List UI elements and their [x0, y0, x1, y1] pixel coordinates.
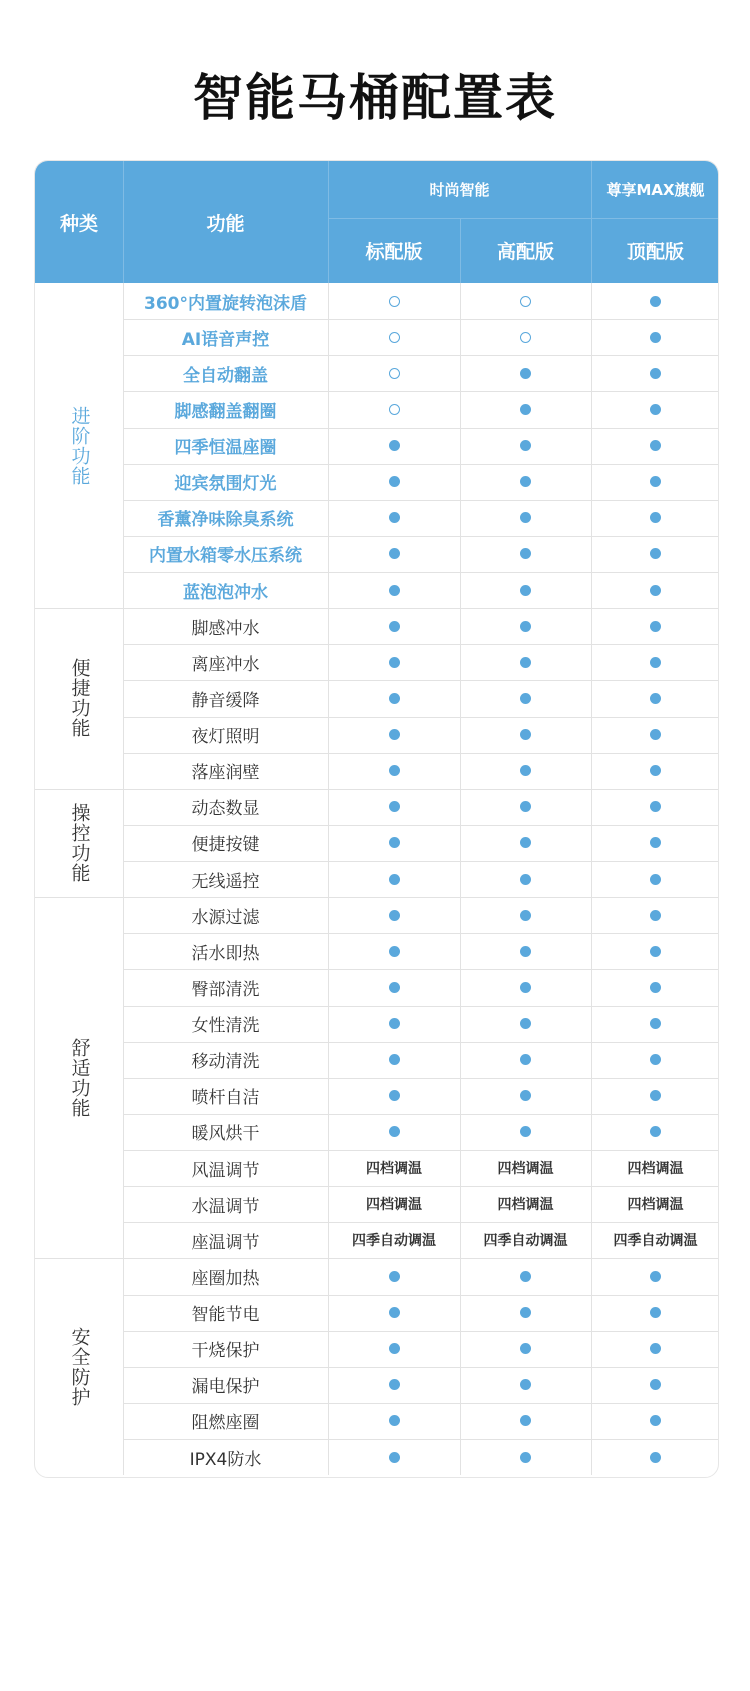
- feature-name: 移动清洗: [191, 1052, 260, 1073]
- table-row: [123, 319, 719, 355]
- feature-cell: [328, 500, 460, 536]
- filled-dot-icon: [520, 1343, 531, 1354]
- table-row: [123, 680, 719, 716]
- filled-dot-icon: [520, 1452, 531, 1463]
- table-row: [123, 644, 719, 680]
- feature-name: 臀部清洗: [191, 979, 260, 1000]
- feature-cell: [460, 1331, 591, 1367]
- filled-dot-icon: [520, 440, 531, 451]
- feature-cell: [328, 1258, 460, 1294]
- filled-dot-icon: [389, 440, 400, 451]
- header-function: 功能: [206, 212, 245, 235]
- filled-dot-icon: [389, 693, 400, 704]
- filled-dot-icon: [650, 585, 661, 596]
- feature-cell: [591, 355, 719, 391]
- feature-cell: [328, 861, 460, 897]
- feature-cell: [591, 1439, 719, 1475]
- feature-cell: [460, 789, 591, 825]
- feature-cell: [591, 1006, 719, 1042]
- feature-cell: [460, 428, 591, 464]
- filled-dot-icon: [650, 1018, 661, 1029]
- feature-cell: [328, 608, 460, 644]
- filled-dot-icon: [389, 476, 400, 487]
- filled-dot-icon: [520, 585, 531, 596]
- feature-cell: [460, 536, 591, 572]
- feature-name: 四季恒温座圈: [174, 438, 277, 458]
- feature-cell: [460, 680, 591, 716]
- filled-dot-icon: [520, 693, 531, 704]
- feature-cell: [328, 1331, 460, 1367]
- filled-dot-icon: [389, 1054, 400, 1065]
- filled-dot-icon: [389, 801, 400, 812]
- feature-cell: [591, 933, 719, 969]
- feature-name: 夜灯照明: [191, 727, 260, 747]
- table-row: [123, 1006, 719, 1042]
- feature-cell: [328, 1403, 460, 1439]
- filled-dot-icon: [650, 1415, 661, 1426]
- feature-cell: [328, 1006, 460, 1042]
- feature-cell: [328, 1114, 460, 1150]
- feature-cell: [328, 319, 460, 355]
- filled-dot-icon: [389, 512, 400, 523]
- filled-dot-icon: [389, 729, 400, 740]
- feature-cell: [591, 969, 719, 1005]
- feature-name: 喷杆自洁: [191, 1088, 260, 1109]
- table-row: [123, 789, 719, 825]
- table-header: [35, 161, 719, 283]
- filled-dot-icon: [389, 765, 400, 776]
- feature-cell: [591, 391, 719, 427]
- feature-cell: [591, 608, 719, 644]
- filled-dot-icon: [520, 1415, 531, 1426]
- filled-dot-icon: [520, 368, 531, 379]
- feature-cell: [328, 536, 460, 572]
- table-row: [123, 608, 719, 644]
- feature-value: 四档调温: [366, 1197, 422, 1214]
- table-row: [123, 428, 719, 464]
- feature-name: 漏电保护: [191, 1377, 260, 1398]
- filled-dot-icon: [650, 512, 661, 523]
- feature-cell: [460, 283, 591, 319]
- feature-cell: [460, 717, 591, 753]
- table-row: [123, 1078, 719, 1114]
- filled-dot-icon: [389, 657, 400, 668]
- filled-dot-icon: [650, 982, 661, 993]
- header-standard: 标配版: [365, 241, 423, 263]
- filled-dot-icon: [650, 1271, 661, 1282]
- header-top: 顶配版: [626, 241, 684, 263]
- filled-dot-icon: [389, 548, 400, 559]
- table-row: [123, 1186, 719, 1222]
- feature-name: 座温调节: [191, 1232, 260, 1253]
- table-row: [123, 969, 719, 1005]
- table-row: [123, 825, 719, 861]
- feature-cell: [591, 536, 719, 572]
- hollow-dot-icon: [389, 332, 400, 343]
- table-row: [123, 753, 719, 789]
- filled-dot-icon: [650, 801, 661, 812]
- table-row: [123, 572, 719, 608]
- feature-cell: [328, 897, 460, 933]
- feature-cell: [460, 1078, 591, 1114]
- feature-cell: [460, 608, 591, 644]
- feature-cell: [460, 933, 591, 969]
- feature-cell: [328, 789, 460, 825]
- feature-name: 阻燃座圈: [191, 1413, 260, 1434]
- filled-dot-icon: [520, 765, 531, 776]
- feature-cell: [460, 897, 591, 933]
- filled-dot-icon: [650, 1343, 661, 1354]
- category-label: 操控功能: [68, 802, 91, 883]
- table-row: [123, 861, 719, 897]
- filled-dot-icon: [650, 621, 661, 632]
- feature-cell: [328, 283, 460, 319]
- filled-dot-icon: [389, 1271, 400, 1282]
- filled-dot-icon: [650, 440, 661, 451]
- header-high: 高配版: [496, 241, 554, 263]
- feature-cell: [460, 500, 591, 536]
- hollow-dot-icon: [520, 296, 531, 307]
- filled-dot-icon: [520, 837, 531, 848]
- feature-name: 离座冲水: [191, 654, 260, 675]
- feature-cell: [328, 464, 460, 500]
- feature-value: 四档调温: [366, 1161, 422, 1177]
- table-row: [123, 1331, 719, 1367]
- filled-dot-icon: [650, 837, 661, 848]
- feature-cell: [328, 572, 460, 608]
- filled-dot-icon: [389, 837, 400, 848]
- feature-cell: [328, 1439, 460, 1475]
- filled-dot-icon: [520, 910, 531, 921]
- feature-cell: [591, 283, 719, 319]
- filled-dot-icon: [650, 332, 661, 343]
- feature-cell: [328, 1367, 460, 1403]
- feature-cell: [460, 861, 591, 897]
- feature-name: 座圈加热: [191, 1268, 260, 1289]
- feature-cell: [591, 1403, 719, 1439]
- filled-dot-icon: [520, 982, 531, 993]
- feature-cell: [591, 1331, 719, 1367]
- table-row: [123, 1439, 719, 1475]
- feature-name: 香薰净味除臭系统: [157, 510, 294, 531]
- table-row: [123, 1295, 719, 1331]
- page-title: 智能马桶配置表: [193, 69, 557, 127]
- filled-dot-icon: [650, 1126, 661, 1137]
- feature-cell: [460, 753, 591, 789]
- filled-dot-icon: [520, 946, 531, 957]
- filled-dot-icon: [520, 1271, 531, 1282]
- feature-name: 便捷按键: [191, 835, 260, 856]
- feature-name: 水温调节: [191, 1196, 260, 1217]
- header-category: 种类: [59, 212, 98, 235]
- table-row: [123, 1222, 719, 1258]
- feature-value: 四档调温: [497, 1161, 554, 1177]
- feature-value: 四档调温: [627, 1161, 684, 1177]
- table-row: [123, 355, 719, 391]
- feature-cell: [591, 861, 719, 897]
- table-row: [123, 1258, 719, 1294]
- filled-dot-icon: [650, 548, 661, 559]
- filled-dot-icon: [520, 801, 531, 812]
- filled-dot-icon: [389, 982, 400, 993]
- feature-name: 落座润壁: [191, 763, 260, 784]
- feature-cell: [460, 572, 591, 608]
- filled-dot-icon: [520, 621, 531, 632]
- hollow-dot-icon: [520, 332, 531, 343]
- filled-dot-icon: [650, 1452, 661, 1463]
- table-row: [123, 1403, 719, 1439]
- feature-cell: [591, 717, 719, 753]
- filled-dot-icon: [520, 1090, 531, 1101]
- feature-name: 智能节电: [191, 1305, 260, 1325]
- filled-dot-icon: [389, 910, 400, 921]
- filled-dot-icon: [650, 946, 661, 957]
- feature-cell: [328, 753, 460, 789]
- filled-dot-icon: [520, 657, 531, 668]
- feature-name: 内置水箱零水压系统: [149, 546, 302, 567]
- filled-dot-icon: [650, 1054, 661, 1065]
- filled-dot-icon: [520, 476, 531, 487]
- filled-dot-icon: [650, 1090, 661, 1101]
- filled-dot-icon: [650, 368, 661, 379]
- feature-value: 四档调温: [627, 1197, 684, 1214]
- hollow-dot-icon: [389, 368, 400, 379]
- feature-cell: [591, 825, 719, 861]
- feature-name: 360°内置旋转泡沫盾: [144, 293, 307, 314]
- feature-cell: [328, 644, 460, 680]
- feature-cell: [328, 825, 460, 861]
- feature-name: 全自动翻盖: [183, 365, 268, 386]
- category-label: 便捷功能: [68, 658, 91, 739]
- table-row: [123, 933, 719, 969]
- feature-cell: [591, 1042, 719, 1078]
- filled-dot-icon: [389, 1415, 400, 1426]
- feature-name: 暖风烘干: [191, 1124, 260, 1145]
- table-row: [123, 1114, 719, 1150]
- filled-dot-icon: [650, 729, 661, 740]
- filled-dot-icon: [650, 693, 661, 704]
- filled-dot-icon: [520, 1307, 531, 1318]
- feature-cell: [460, 1042, 591, 1078]
- feature-cell: [328, 1078, 460, 1114]
- feature-name: 水源过滤: [191, 907, 260, 928]
- table-row: [123, 500, 719, 536]
- filled-dot-icon: [650, 910, 661, 921]
- table-row: [123, 464, 719, 500]
- feature-cell: [328, 933, 460, 969]
- feature-cell: [460, 1367, 591, 1403]
- filled-dot-icon: [389, 1343, 400, 1354]
- filled-dot-icon: [389, 1090, 400, 1101]
- filled-dot-icon: [389, 874, 400, 885]
- feature-name: 动态数显: [191, 799, 260, 820]
- feature-cell: [328, 1295, 460, 1331]
- feature-value: 四季自动调温: [352, 1233, 436, 1250]
- feature-cell: [328, 428, 460, 464]
- filled-dot-icon: [650, 765, 661, 776]
- category-label: 进阶功能: [68, 405, 91, 486]
- filled-dot-icon: [520, 1126, 531, 1137]
- feature-cell: [460, 355, 591, 391]
- feature-cell: [460, 391, 591, 427]
- filled-dot-icon: [650, 404, 661, 415]
- filled-dot-icon: [389, 585, 400, 596]
- feature-cell: [328, 717, 460, 753]
- feature-cell: [460, 319, 591, 355]
- filled-dot-icon: [389, 1452, 400, 1463]
- header-group-max: 尊享MAX旗舰: [606, 181, 705, 199]
- filled-dot-icon: [650, 296, 661, 307]
- category-label: 舒适功能: [68, 1037, 91, 1118]
- feature-cell: [460, 464, 591, 500]
- table-row: [123, 897, 719, 933]
- filled-dot-icon: [389, 621, 400, 632]
- table-row: [123, 1042, 719, 1078]
- feature-cell: [591, 319, 719, 355]
- filled-dot-icon: [389, 1018, 400, 1029]
- feature-cell: [591, 644, 719, 680]
- filled-dot-icon: [520, 874, 531, 885]
- feature-cell: [328, 355, 460, 391]
- feature-cell: [460, 1295, 591, 1331]
- feature-cell: [591, 1078, 719, 1114]
- table-row: [123, 717, 719, 753]
- filled-dot-icon: [520, 548, 531, 559]
- feature-cell: [591, 1114, 719, 1150]
- feature-cell: [460, 1258, 591, 1294]
- feature-name: 女性清洗: [191, 1016, 260, 1036]
- feature-cell: [591, 1295, 719, 1331]
- feature-value: 四季自动调温: [613, 1233, 698, 1250]
- feature-cell: [591, 1258, 719, 1294]
- table-row: [123, 1367, 719, 1403]
- filled-dot-icon: [650, 1307, 661, 1318]
- feature-name: 无线遥控: [191, 871, 260, 892]
- feature-name: AI语音声控: [181, 329, 270, 350]
- table-row: [123, 283, 719, 319]
- category-label: 安全防护: [68, 1326, 91, 1407]
- filled-dot-icon: [520, 512, 531, 523]
- hollow-dot-icon: [389, 404, 400, 415]
- feature-name: 干烧保护: [191, 1341, 260, 1362]
- feature-cell: [591, 500, 719, 536]
- feature-value: 四季自动调温: [483, 1233, 568, 1250]
- feature-cell: [460, 969, 591, 1005]
- feature-cell: [328, 391, 460, 427]
- feature-cell: [460, 1006, 591, 1042]
- feature-value: 四档调温: [497, 1197, 554, 1214]
- feature-name: 活水即热: [191, 943, 260, 964]
- hollow-dot-icon: [389, 296, 400, 307]
- filled-dot-icon: [389, 1126, 400, 1137]
- filled-dot-icon: [650, 657, 661, 668]
- feature-cell: [460, 1439, 591, 1475]
- feature-cell: [591, 428, 719, 464]
- feature-name: 蓝泡泡冲水: [183, 582, 268, 603]
- filled-dot-icon: [650, 1379, 661, 1390]
- feature-name: IPX4防水: [189, 1449, 262, 1470]
- feature-name: 迎宾氛围灯光: [174, 474, 277, 495]
- feature-name: 静音缓降: [191, 690, 260, 711]
- feature-cell: [591, 464, 719, 500]
- feature-name: 风温调节: [191, 1160, 260, 1181]
- feature-cell: [460, 1403, 591, 1439]
- filled-dot-icon: [389, 1307, 400, 1318]
- feature-cell: [591, 572, 719, 608]
- feature-cell: [328, 969, 460, 1005]
- filled-dot-icon: [389, 1379, 400, 1390]
- feature-cell: [591, 753, 719, 789]
- filled-dot-icon: [389, 946, 400, 957]
- feature-cell: [460, 1114, 591, 1150]
- feature-cell: [328, 680, 460, 716]
- filled-dot-icon: [520, 1018, 531, 1029]
- feature-cell: [460, 825, 591, 861]
- feature-cell: [591, 897, 719, 933]
- filled-dot-icon: [650, 874, 661, 885]
- filled-dot-icon: [520, 1054, 531, 1065]
- filled-dot-icon: [520, 729, 531, 740]
- table-row: [123, 536, 719, 572]
- feature-cell: [591, 1367, 719, 1403]
- feature-name: 脚感翻盖翻圈: [174, 401, 277, 422]
- feature-name: 脚感冲水: [191, 618, 260, 639]
- config-table: [34, 160, 719, 1478]
- table-row: [123, 391, 719, 427]
- feature-cell: [328, 1042, 460, 1078]
- filled-dot-icon: [520, 1379, 531, 1390]
- table-row: [123, 1150, 719, 1186]
- header-group-fashion: 时尚智能: [429, 181, 490, 199]
- filled-dot-icon: [650, 476, 661, 487]
- filled-dot-icon: [520, 404, 531, 415]
- feature-cell: [591, 789, 719, 825]
- feature-cell: [591, 680, 719, 716]
- feature-cell: [460, 644, 591, 680]
